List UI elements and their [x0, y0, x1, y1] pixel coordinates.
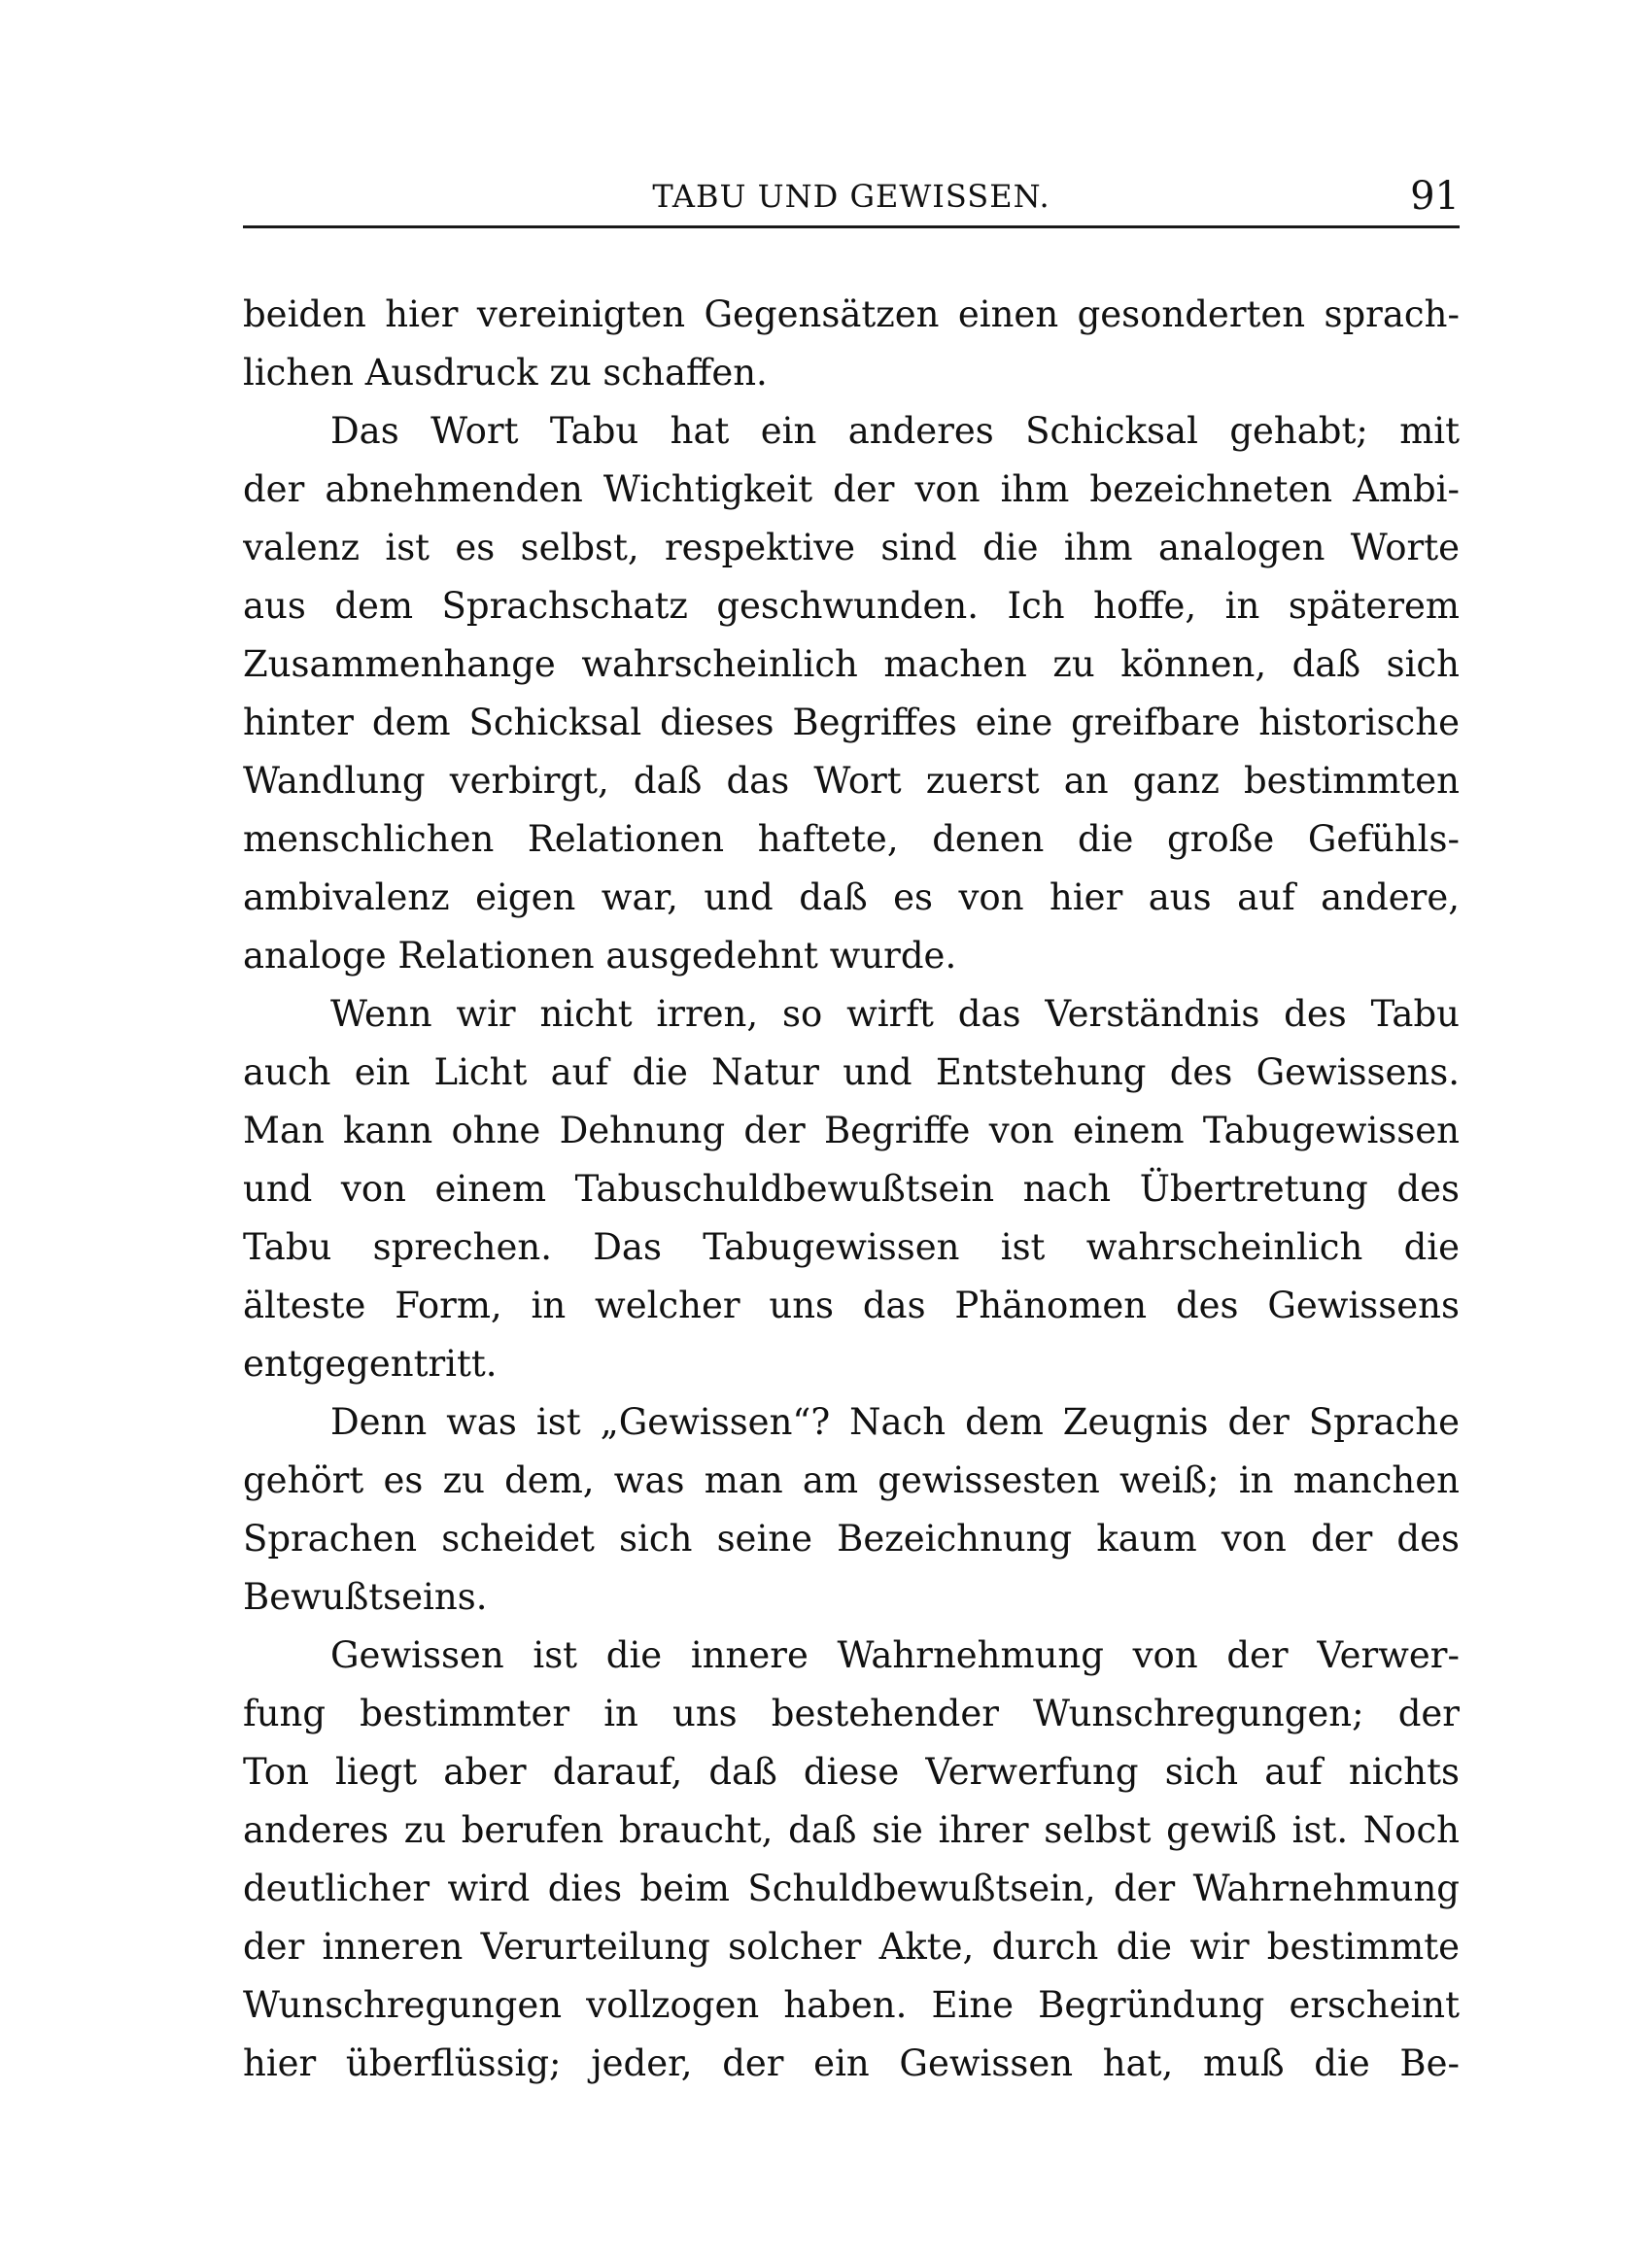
page-number: 91 [1410, 174, 1460, 219]
text-line: der abnehmenden Wichtigkeit der von ihm bezeichneten Ambi- [243, 468, 1460, 510]
text-line: Man kann ohne Dehnung der Begriffe von einem Tabugewissen [243, 1110, 1460, 1151]
text-line: deutlicher wird dies beim Schuldbewußtsein, der Wahrnehmung [243, 1868, 1460, 1909]
text-line: Wandlung verbirgt, daß das Wort zuerst an ganz bestimmten [243, 760, 1460, 802]
page-header [243, 174, 1460, 226]
header-rule [243, 225, 1460, 228]
body-text [243, 286, 1460, 2093]
running-title: TABU UND GEWISSEN. [652, 178, 1050, 215]
text-line: hier überflüssig; jeder, der ein Gewissen hat, muß die Be- [243, 2042, 1460, 2084]
text-line: Gewissen ist die innere Wahrnehmung von der Verwer- [330, 1634, 1460, 1676]
text-line: und von einem Tabuschuldbewußtsein nach Übertretung des [243, 1168, 1460, 1210]
text-line: Tabu sprechen. Das Tabugewissen ist wahrscheinlich die [243, 1226, 1460, 1268]
text-line: Wenn wir nicht irren, so wirft das Verständnis des Tabu [330, 993, 1460, 1035]
text-line: valenz ist es selbst, respektive sind die ihm analogen Worte [243, 527, 1460, 568]
text-line: fung bestimmter in uns bestehender Wunschregungen; der [243, 1693, 1460, 1734]
text-line: anderes zu berufen braucht, daß sie ihrer selbst gewiß ist. Noch [243, 1809, 1460, 1851]
text-line: hinter dem Schicksal dieses Begriffes eine greifbare historische [243, 702, 1460, 743]
text-line: Sprachen scheidet sich seine Bezeichnung kaum von der des [243, 1518, 1460, 1560]
text-line: entgegentritt. [243, 1343, 498, 1385]
text-line: Das Wort Tabu hat ein anderes Schicksal gehabt; mit [330, 410, 1460, 452]
text-line: Denn was ist „Gewissen“? Nach dem Zeugnis der Sprache [330, 1401, 1460, 1443]
text-line: Zusammenhange wahrscheinlich machen zu können, daß sich [243, 643, 1460, 685]
text-line: ambivalenz eigen war, und daß es von hier aus auf andere, [243, 876, 1460, 918]
text-line: der inneren Verurteilung solcher Akte, durch die wir bestimmte [243, 1926, 1460, 1968]
text-line: analoge Relationen ausgedehnt wurde. [243, 935, 957, 977]
text-line: auch ein Licht auf die Natur und Entstehung des Gewissens. [243, 1051, 1460, 1093]
text-line: beiden hier vereinigten Gegensätzen einen gesonderten sprach- [243, 293, 1460, 335]
text-line: gehört es zu dem, was man am gewissesten weiß; in manchen [243, 1459, 1460, 1501]
text-line: Ton liegt aber darauf, daß diese Verwerfung sich auf nichts [243, 1751, 1460, 1793]
text-line: Bewußtseins. [243, 1576, 488, 1618]
text-line: Wunschregungen vollzogen haben. Eine Begründung erscheint [243, 1984, 1460, 2026]
text-line: menschlichen Relationen haftete, denen die große Gefühls- [243, 818, 1460, 860]
text-line: älteste Form, in welcher uns das Phänomen des Gewissens [243, 1285, 1460, 1326]
text-line: lichen Ausdruck zu schaffen. [243, 352, 768, 394]
text-line: aus dem Sprachschatz geschwunden. Ich hoffe, in späterem [243, 585, 1460, 627]
